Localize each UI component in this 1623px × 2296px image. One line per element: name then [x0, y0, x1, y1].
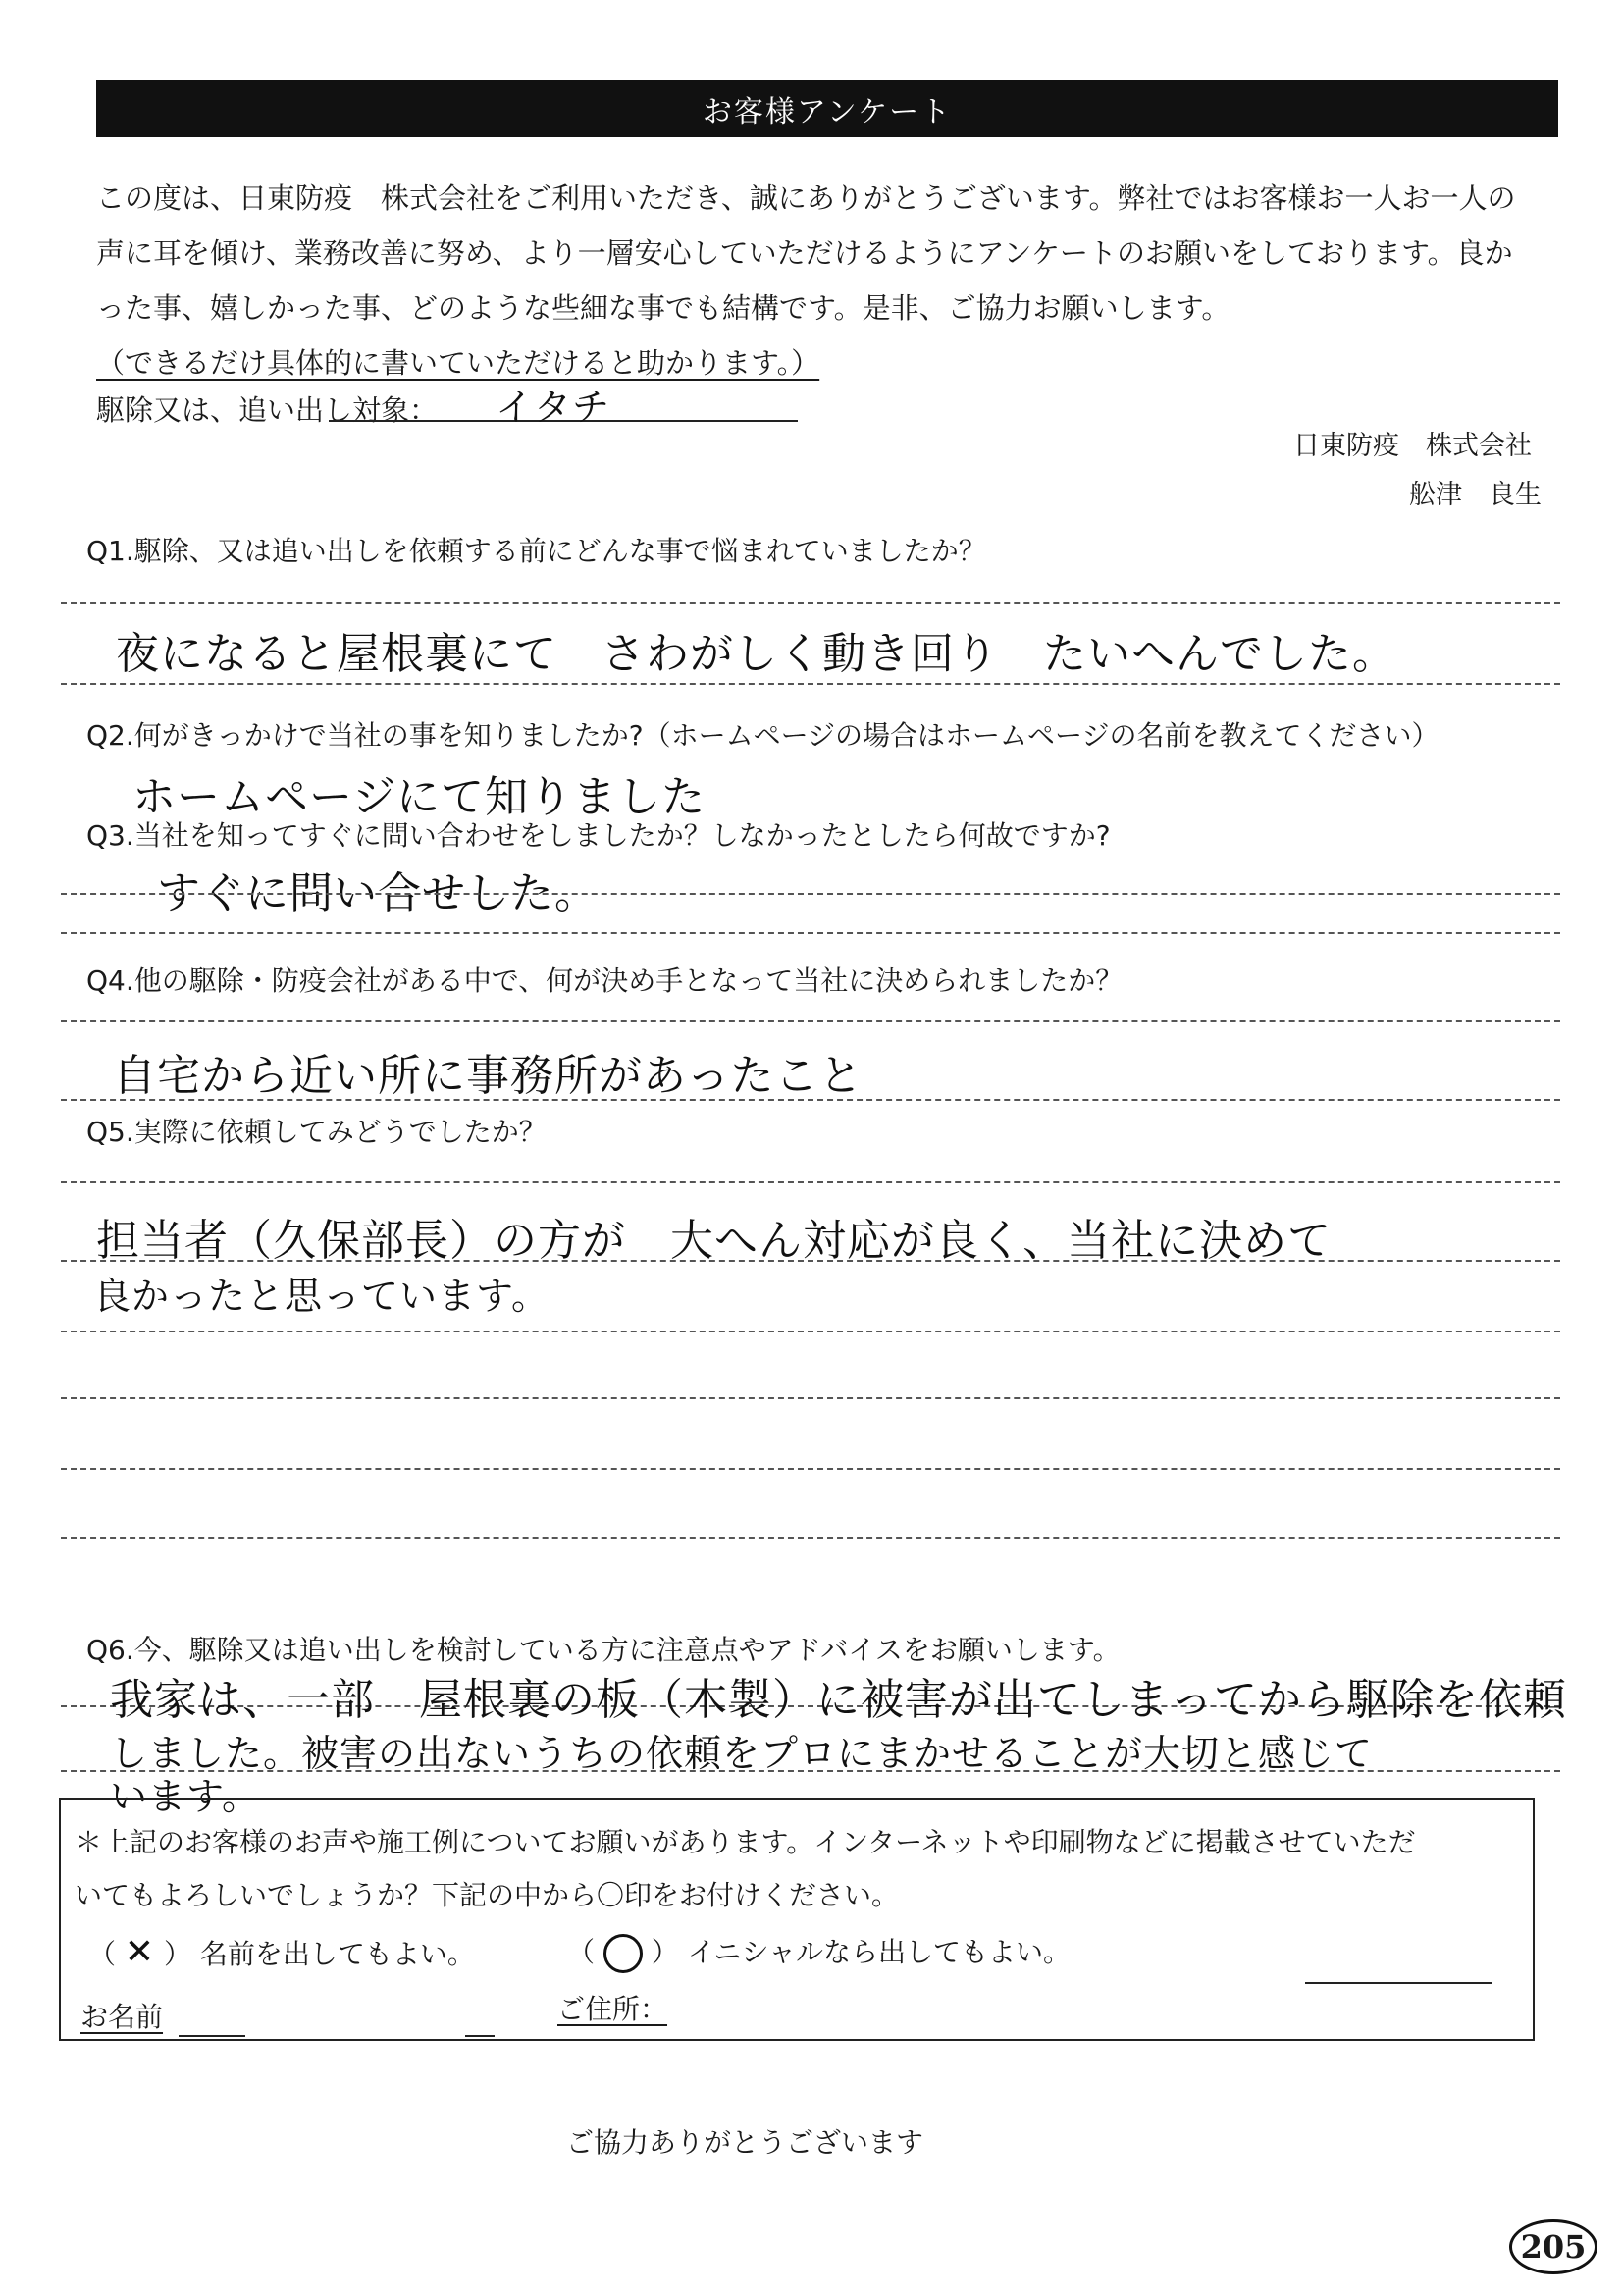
answer-line	[61, 1468, 1560, 1470]
consent-line-2: いてもよろしいでしょうか？下記の中から〇印をお付けください。	[75, 1879, 900, 1911]
intro-line-3: った事、嬉しかった事、どのような些細な事でも結構です。是非、ご協力お願いします。	[96, 291, 1230, 325]
answer-6-line-1: 我家は、一部 屋根裏の板（木製）に被害が出てしまってから駆除を依頼	[110, 1675, 1567, 1725]
answer-3-line-1: すぐに問い合せした。	[157, 868, 599, 918]
target-label: 駆除又は、追い出し対象：	[96, 393, 439, 427]
intro-line-1: この度は、日東防疫 株式会社をご利用いただき、誠にありがとうございます。弊社ではお客様お一人お一人の	[96, 182, 1516, 215]
answer-line	[61, 1020, 1560, 1022]
question-3: Q3.当社を知ってすぐに問い合わせをしましたか？しなかったとしたら何故ですか?	[86, 819, 1111, 852]
answer-line	[61, 1099, 1560, 1101]
answer-line	[61, 932, 1560, 934]
question-5: Q5.実際に依頼してみどうでしたか？	[86, 1116, 547, 1148]
consent-line-1: ＊上記のお客様のお声や施工例についてお願いがあります。インターネットや印刷物などに掲載させていただ	[75, 1826, 1416, 1858]
consent-box	[59, 1798, 1535, 2041]
company-person: 舩津 良生	[1409, 480, 1542, 510]
answer-4-line-1: 自宅から近い所に事務所があったこと	[113, 1051, 864, 1101]
address-label: ご住所：	[557, 1993, 668, 2025]
answer-line	[61, 602, 1560, 604]
answer-line	[61, 683, 1560, 685]
address-underline	[1305, 1982, 1492, 1984]
answer-line	[61, 893, 1560, 895]
answer-line	[61, 1331, 1560, 1332]
answer-5-line-1: 担当者（久保部長）の方が 大へん対応が良く、当社に決めて	[96, 1216, 1333, 1266]
consent-option-initials[interactable]: （ ） イニシャルなら出してもよい。	[567, 1931, 1071, 1974]
answer-5-line-2: 良かったと思っています。	[93, 1275, 550, 1318]
answer-line	[61, 1397, 1560, 1399]
circle-mark-icon	[603, 1934, 643, 1973]
question-6: Q6.今、駆除又は追い出しを検討している方に注意点やアドバイスをお願いします。	[86, 1634, 1121, 1666]
answer-6-line-3: います。	[110, 1775, 260, 1818]
page-number-seal: 205	[1509, 2219, 1597, 2274]
answer-1-line-1: 夜になると屋根裏にて さわがしく動き回り たいへんでした。	[116, 629, 1396, 679]
company-name: 日東防疫 株式会社	[1293, 431, 1532, 461]
answer-line	[61, 1260, 1560, 1262]
name-label: お名前	[80, 2001, 164, 2033]
question-2: Q2.何がきっかけで当社の事を知りましたか?（ホームページの場合はホームページの名前を教えてください）	[86, 719, 1440, 752]
consent-option-initials-label: イニシャルなら出してもよい。	[687, 1936, 1072, 1968]
answer-6-line-2: しました。被害の出ないうちの依頼をプロにまかせることが大切と感じて	[110, 1732, 1374, 1775]
consent-option-name[interactable]: （ ✕ ） 名前を出してもよい。	[88, 1932, 475, 1972]
question-1: Q1.駆除、又は追い出しを依頼する前にどんな事で悩まれていましたか？	[86, 535, 986, 567]
name-underline	[179, 2035, 245, 2037]
question-4: Q4.他の駆除・防疫会社がある中で、何が決め手となって当社に決められましたか？	[86, 965, 1124, 997]
footer-thanks: ご協力ありがとうございます	[566, 2126, 924, 2159]
target-value: イタチ	[496, 386, 611, 429]
survey-title: お客様アンケート	[96, 80, 1558, 137]
consent-option-name-label: 名前を出してもよい。	[199, 1938, 475, 1970]
answer-2-line-1: ホームページにて知りました	[132, 772, 707, 822]
intro-note: （できるだけ具体的に書いていただけると助かります。）	[96, 346, 820, 380]
name-underline-end	[465, 2035, 495, 2037]
intro-line-2: 声に耳を傾け、業務改善に努め、より一層安心していただけるようにアンケートのお願いをしております。良か	[96, 236, 1513, 270]
answer-line	[61, 1537, 1560, 1539]
answer-line	[61, 1181, 1560, 1183]
cross-mark-icon: ✕	[124, 1932, 156, 1972]
